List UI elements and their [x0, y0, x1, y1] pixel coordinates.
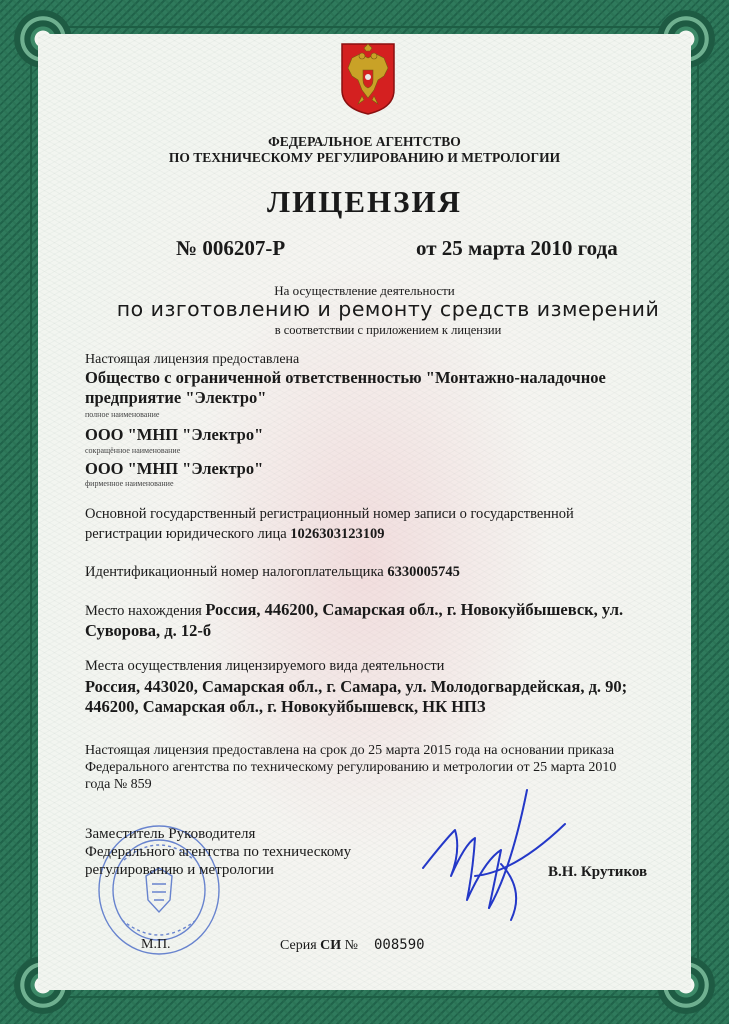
full-name-line-1: Общество с ограниченной ответственностью "Монтажно-наладочное: [85, 368, 606, 387]
series-label: [280, 938, 358, 954]
short-name-caption: сокращённое наименование: [85, 446, 181, 455]
series-number: 008590: [374, 937, 425, 953]
series-prefix: Серия: [280, 938, 317, 953]
purpose-text: по изготовлению и ремонту средств измерений: [116, 297, 660, 321]
brand-name-caption: фирменное наименование: [85, 479, 174, 488]
granted-label: Настоящая лицензия предоставлена: [85, 352, 300, 367]
inn-block: [85, 564, 460, 581]
full-name-line-2: предприятие "Электро": [85, 388, 267, 407]
ogrn-label: регистрации юридического лица: [85, 526, 287, 542]
location-address-1: Россия, 446200, Самарская обл., г. Новокуйбышевск, ул.: [205, 600, 624, 619]
ogrn-label-line-1: Основной государственный регистрационный номер записи о государственной: [85, 506, 574, 522]
agency-name: [0, 134, 729, 166]
purpose-label: На осуществление деятельности: [274, 283, 455, 298]
handwritten-signature: [415, 780, 575, 930]
term-line-2: Федерального агентства по техническому регулированию и метрологии от 25 марта 2010: [85, 760, 617, 775]
location-label: Место нахождения: [85, 603, 202, 619]
series-code: СИ: [320, 938, 342, 953]
license-date: от 25 марта 2010 года: [416, 236, 618, 260]
agency-line-1: ФЕДЕРАЛЬНОЕ АГЕНТСТВО: [268, 134, 461, 149]
ogrn-value: 1026303123109: [290, 526, 385, 542]
stamp-place-label: М.П.: [141, 937, 171, 952]
license-number: № 006207-Р: [176, 236, 286, 260]
term-line-1: Настоящая лицензия предоставлена на срок до 25 марта 2015 года на основании приказа: [85, 743, 615, 758]
signer-position: [85, 825, 351, 879]
location-line-1: [85, 600, 623, 621]
signer-name: В.Н. Крутиков: [548, 864, 648, 880]
term-line-3: года № 859: [85, 777, 152, 792]
short-name: ООО "МНП "Электро": [85, 425, 264, 444]
russian-coat-of-arms-icon: [340, 42, 396, 116]
location-address-2: Суворова, д. 12-б: [85, 621, 212, 640]
full-name-caption: полное наименование: [85, 410, 160, 419]
activity-places-label: Места осуществления лицензируемого вида деятельности: [85, 658, 445, 674]
series-no-sign: №: [344, 938, 359, 953]
inn-label: Идентификационный номер налогоплательщика: [85, 564, 384, 580]
signer-position-line-3: регулированию и метрологии: [85, 862, 274, 878]
signer-position-line-2: Федерального агентства по техническому: [85, 844, 352, 860]
signer-position-line-1: Заместитель Руководителя: [85, 826, 256, 842]
ogrn-block: [85, 504, 574, 544]
inn-value: 6330005745: [387, 564, 460, 580]
ogrn-label-line-2: [85, 524, 574, 544]
document-title: ЛИЦЕНЗИЯ: [267, 184, 462, 219]
activity-place-1: Россия, 443020, Самарская обл., г. Самара, ул. Молодогвардейская, д. 90;: [85, 677, 628, 696]
agency-line-2: ПО ТЕХНИЧЕСКОМУ РЕГУЛИРОВАНИЮ И МЕТРОЛОГИИ: [168, 150, 561, 165]
activity-place-2: 446200, Самарская обл., г. Новокуйбышевск, НК НПЗ: [85, 697, 486, 716]
full-name: [85, 368, 606, 408]
brand-name: ООО "МНП "Электро": [85, 459, 264, 478]
purpose-note: в соответствии с приложением к лицензии: [274, 323, 502, 337]
location-block: [85, 600, 623, 641]
activity-places: [85, 677, 627, 717]
